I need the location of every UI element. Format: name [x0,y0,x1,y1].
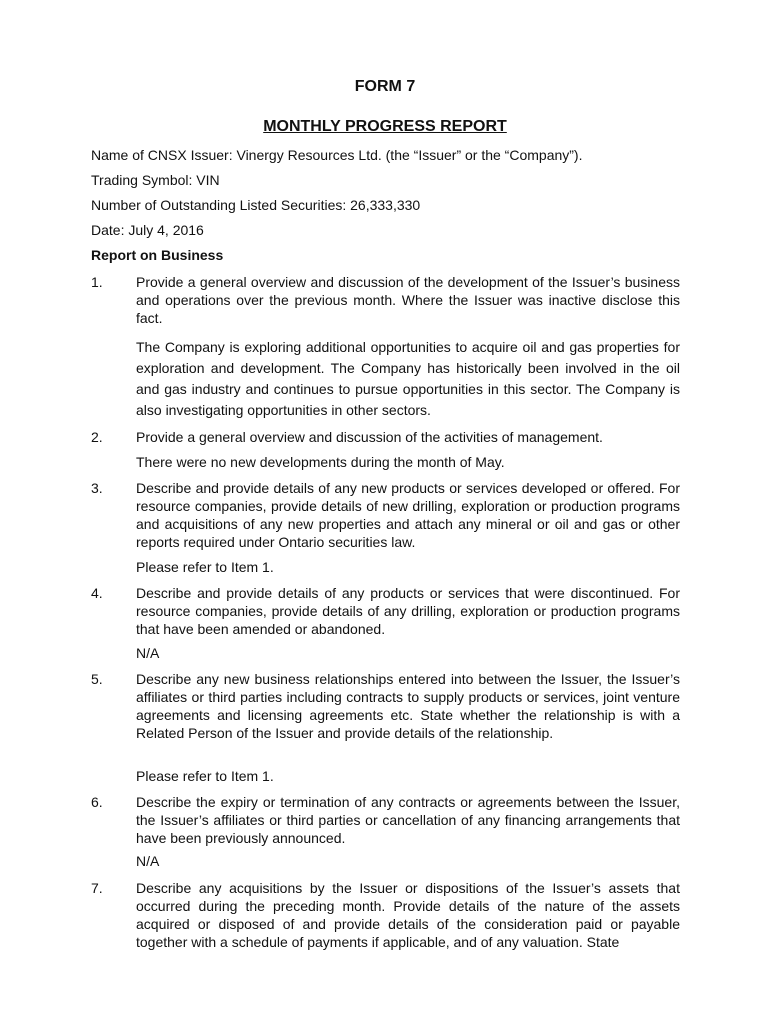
item-number: 7. [91,880,103,896]
form-title: FORM 7 [354,78,416,95]
item-answer: The Company is exploring additional opportunities to acquire oil and gas properties for exploration and development. The Company has historically been involved in the oil and gas industry and continues to pursue opportunities in this sector. The Company is also investigating opportunities in other sectors. [136,339,680,418]
section-heading: Report on Business [91,247,224,263]
item-question: Provide a general overview and discussion of the development of the Issuer’s business and operations over the previous month. Where the Issuer was inactive disclose this fact. [136,274,680,326]
item-answer: N/A [136,645,160,661]
item-number: 1. [91,274,103,290]
trading-symbol-line: Trading Symbol: VIN [91,172,220,188]
item-answer: There were no new developments during the month of May. [136,454,505,470]
item-question: Describe the expiry or termination of any contracts or agreements between the Issuer, the Issuer’s affiliates or third parties or cancellation of any financing arrangements that have been previously announced. [136,794,680,846]
item-number: 4. [91,585,103,601]
item-answer: Please refer to Item 1. [136,559,274,575]
outstanding-securities-line: Number of Outstanding Listed Securities: 26,333,330 [91,197,421,213]
item-answer: N/A [136,853,160,869]
item-question: Describe any acquisitions by the Issuer or dispositions of the Issuer’s assets that occurred during the preceding month. Provide details of the nature of the assets acquired or disposed of and provide details of the consideration paid or payable together with a schedule of payments if applicable, and of any valuation. State [136,880,680,950]
item-question: Describe and provide details of any products or services that were discontinued. For resource companies, provide details of any drilling, exploration or production programs that have been amended or abandoned. [136,585,680,637]
item-answer: Please refer to Item 1. [136,768,274,784]
item-number: 2. [91,429,103,445]
item-question: Describe any new business relationships entered into between the Issuer, the Issuer’s affiliates or third parties including contracts to supply products or services, joint venture agreements and licensing agreements etc. State whether the relationship is with a Related Person of the Issuer and provide details of the relationship. [136,671,680,741]
item-number: 5. [91,671,103,687]
report-title: MONTHLY PROGRESS REPORT [263,118,507,135]
issuer-name-line: Name of CNSX Issuer: Vinergy Resources Ltd. (the “Issuer” or the “Company”). [91,147,583,163]
item-number: 3. [91,480,103,496]
item-question: Describe and provide details of any new products or services developed or offered. For resource companies, provide details of new drilling, exploration or production programs and acquisitions of any new properties and attach any mineral or oil and gas or other reports required under Ontario securities law. [136,480,680,550]
item-number: 6. [91,794,103,810]
item-question: Provide a general overview and discussion of the activities of management. [136,429,603,445]
report-date-line: Date: July 4, 2016 [91,222,204,238]
